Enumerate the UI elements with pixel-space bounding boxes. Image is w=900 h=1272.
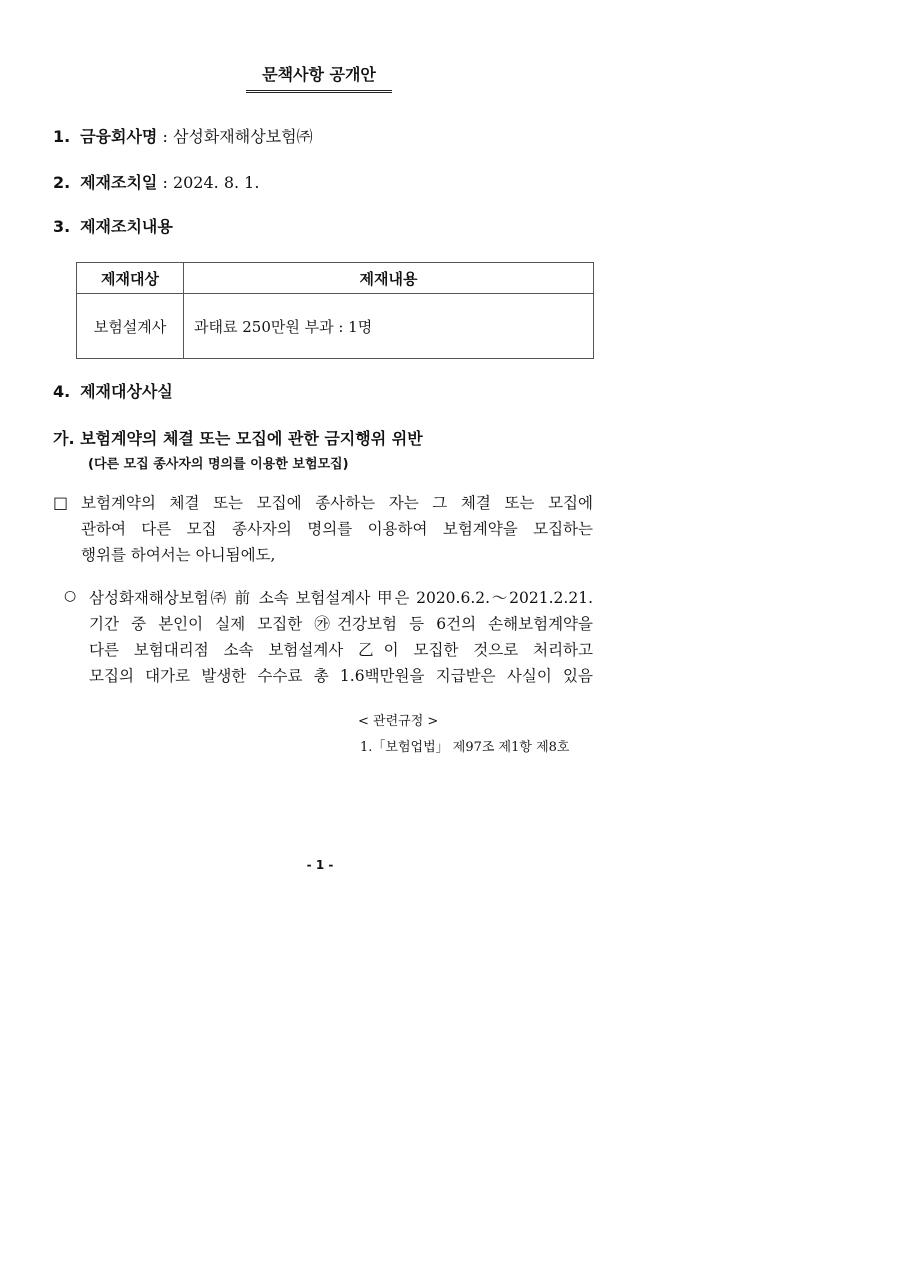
cell-target: 보험설계사 xyxy=(77,294,184,359)
checkbox-square-icon: □ xyxy=(53,493,69,512)
item-label: 금융회사명 xyxy=(80,127,158,146)
item-number: 1. xyxy=(53,127,71,146)
paragraph-line: 다른 보험대리점 소속 보험설계사 乙이 모집한 것으로 처리하고 xyxy=(89,641,593,659)
section-ga-subtitle: (다른 모집 종사자의 명의를 이용한 보험모집) xyxy=(88,457,349,472)
item-label: 제재조치일 xyxy=(80,173,158,192)
header-target: 제재대상 xyxy=(77,263,184,294)
item-number: 2. xyxy=(53,173,71,192)
item-value: 2024. 8. 1. xyxy=(172,173,260,192)
table-row xyxy=(77,294,594,359)
fact-paragraph xyxy=(89,585,593,689)
item-sanction-facts xyxy=(53,382,173,402)
item-separator: : xyxy=(157,127,173,146)
page-number: - 1 - xyxy=(306,858,334,872)
circle-bullet-icon: ○ xyxy=(64,588,77,604)
document-title: 문책사항 공개안 xyxy=(246,64,392,93)
paragraph-line: 모집의 대가로 발생한 수수료 총 1.6백만원을 지급받은 사실이 있음 xyxy=(89,667,593,685)
related-rules-heading: < 관련규정 > xyxy=(358,714,439,729)
paragraph-line: 기간 중 본인이 실제 모집한 ㉮건강보험 등 6건의 손해보험계약을 xyxy=(89,615,593,633)
table-header-row xyxy=(77,263,594,294)
item-number: 3. xyxy=(53,217,71,236)
sanction-table xyxy=(76,262,594,359)
paragraph-line: 행위를 하여서는 아니됨에도, xyxy=(81,546,276,564)
item-label: 제재조치내용 xyxy=(80,217,173,236)
paragraph-line: 관하여 다른 모집 종사자의 명의를 이용하여 보험계약을 모집하는 xyxy=(81,520,593,538)
item-value: 삼성화재해상보험㈜ xyxy=(172,127,313,146)
related-rule-item: 1.「보험업법」 제97조 제1항 제8호 xyxy=(360,740,570,755)
item-sanction-content xyxy=(53,217,173,237)
section-ga-title: 가. 보험계약의 체결 또는 모집에 관한 금지행위 위반 xyxy=(53,429,423,448)
header-content: 제재내용 xyxy=(184,263,594,294)
item-label: 제재대상사실 xyxy=(80,382,173,401)
item-number: 4. xyxy=(53,382,71,401)
item-separator: : xyxy=(157,173,173,192)
paragraph-line: 삼성화재해상보험㈜ 前 소속 보험설계사 甲은 2020.6.2.～2021.2.21. xyxy=(89,589,593,607)
item-company-name xyxy=(53,127,313,147)
paragraph-line: 보험계약의 체결 또는 모집에 종사하는 자는 그 체결 또는 모집에 xyxy=(81,494,593,512)
item-sanction-date xyxy=(53,173,259,193)
cell-content: 과태료 250만원 부과 : 1명 xyxy=(184,294,594,359)
principle-paragraph xyxy=(81,490,593,568)
